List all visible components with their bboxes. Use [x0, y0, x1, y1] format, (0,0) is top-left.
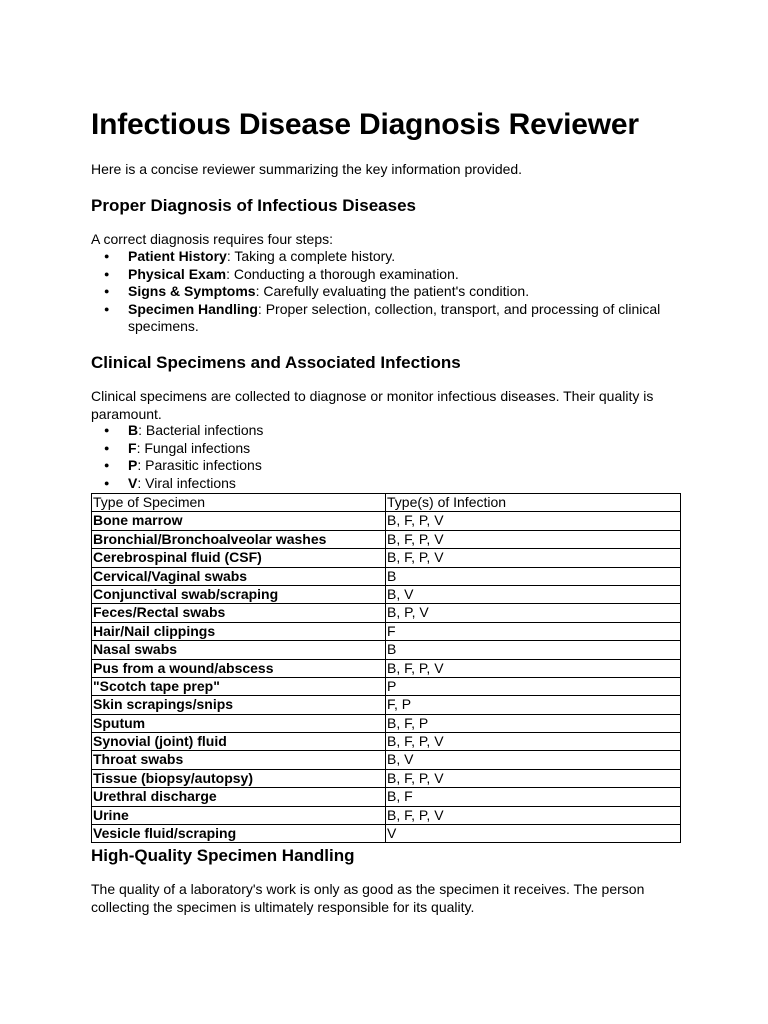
table-row [92, 659, 681, 677]
list-item-term: Signs & Symptoms [128, 283, 256, 299]
infection-cell: B, V [386, 751, 681, 769]
table-row [92, 733, 681, 751]
list-item-term: F [128, 439, 137, 456]
infection-cell: B [386, 567, 681, 585]
specimen-cell: Tissue (biopsy/autopsy) [92, 769, 386, 787]
intro-paragraph: Here is a concise reviewer summarizing the key information provided. [91, 161, 523, 177]
table-row [92, 751, 681, 769]
infection-cell: B [386, 641, 681, 659]
specimen-cell: Pus from a wound/abscess [92, 659, 386, 677]
specimen-cell: Bronchial/Bronchoalveolar washes [92, 530, 386, 548]
infection-cell: B, F [386, 788, 681, 806]
infection-cell: B, F, P, V [386, 549, 681, 567]
infection-cell: B, F, P [386, 714, 681, 732]
infection-cell: B, F, P, V [386, 512, 681, 530]
diagnosis-steps-list [91, 248, 671, 336]
infection-cell: F [386, 622, 681, 640]
specimen-cell: Conjunctival swab/scraping [92, 585, 386, 603]
table-row [92, 604, 681, 622]
specimen-cell: Skin scrapings/snips [92, 696, 386, 714]
table-row [92, 677, 681, 695]
list-item [91, 301, 671, 336]
specimens-lead: Clinical specimens are collected to diagnose or monitor infectious diseases. Their quality is paramount. [91, 388, 654, 422]
table-row [92, 567, 681, 585]
specimen-cell: Urethral discharge [92, 788, 386, 806]
specimen-cell: Bone marrow [92, 512, 386, 530]
specimen-cell: Cervical/Vaginal swabs [92, 567, 386, 585]
section-heading-handling: High-Quality Specimen Handling [91, 846, 355, 865]
list-item [91, 248, 671, 266]
table-row [92, 696, 681, 714]
specimen-cell: Synovial (joint) fluid [92, 733, 386, 751]
list-item-term: P [128, 457, 138, 473]
list-item-text: : Parasitic infections [137, 457, 262, 473]
list-item-text: : Carefully evaluating the patient's condition. [255, 283, 530, 299]
list-item-term: B [128, 422, 139, 438]
infection-cell: B, F, P, V [386, 659, 681, 677]
infection-cell: B, F, P, V [386, 733, 681, 751]
infection-cell: B, F, P, V [386, 806, 681, 824]
infection-cell: B, P, V [386, 604, 681, 622]
section-heading-diagnosis: Proper Diagnosis of Infectious Diseases [91, 196, 416, 215]
infection-cell: V [386, 825, 681, 843]
specimen-cell: Hair/Nail clippings [92, 622, 386, 640]
list-item-text: : Viral infections [137, 474, 236, 491]
specimen-cell: Sputum [92, 714, 386, 732]
document-title: Infectious Disease Diagnosis Reviewer [91, 108, 639, 141]
table-header-cell: Type of Specimen [92, 494, 386, 512]
specimen-cell: "Scotch tape prep" [92, 677, 386, 695]
list-item-text: : Bacterial infections [138, 422, 264, 438]
table-row [92, 714, 681, 732]
diagnosis-lead: A correct diagnosis requires four steps: [91, 231, 334, 247]
infection-cell: B, V [386, 585, 681, 603]
list-item-term: Patient History [128, 248, 227, 264]
infection-cell: B, F, P, V [386, 530, 681, 548]
specimen-cell: Urine [92, 806, 386, 824]
table-row [92, 769, 681, 787]
list-item [91, 440, 671, 458]
table-header-row [92, 494, 681, 512]
list-item [91, 457, 671, 475]
table-row [92, 512, 681, 530]
specimen-cell: Vesicle fluid/scraping [92, 825, 386, 843]
list-item [91, 422, 671, 440]
table-row [92, 641, 681, 659]
table-row [92, 825, 681, 843]
specimen-cell: Feces/Rectal swabs [92, 604, 386, 622]
infection-cell: B, F, P, V [386, 769, 681, 787]
list-item-term: Physical Exam [128, 265, 227, 282]
table-row [92, 788, 681, 806]
specimen-cell: Throat swabs [92, 751, 386, 769]
handling-paragraph: The quality of a laboratory's work is only as good as the specimen it receives. The person collecting the specimen is ultimately responsible for its quality. [91, 881, 645, 915]
list-item-text: : Proper selection, collection, transport, and processing of clinical specimens. [128, 300, 661, 334]
infection-cell: F, P [386, 696, 681, 714]
list-item [91, 475, 671, 493]
list-item-term: V [128, 474, 138, 491]
list-item-text: : Fungal infections [136, 439, 251, 456]
specimen-cell: Cerebrospinal fluid (CSF) [92, 549, 386, 567]
table-row [92, 530, 681, 548]
list-item-text: : Conducting a thorough examination. [226, 265, 459, 282]
table-header-cell: Type(s) of Infection [386, 494, 681, 512]
table-row [92, 806, 681, 824]
infection-cell: P [386, 677, 681, 695]
infection-legend-list [91, 422, 671, 492]
list-item [91, 283, 671, 301]
list-item-text: : Taking a complete history. [226, 248, 396, 264]
table-row [92, 585, 681, 603]
table-row [92, 622, 681, 640]
section-heading-specimens: Clinical Specimens and Associated Infections [91, 353, 461, 372]
list-item-term: Specimen Handling [128, 300, 258, 317]
list-item [91, 266, 671, 284]
table-row [92, 549, 681, 567]
specimen-table [91, 493, 681, 843]
specimen-cell: Nasal swabs [92, 641, 386, 659]
